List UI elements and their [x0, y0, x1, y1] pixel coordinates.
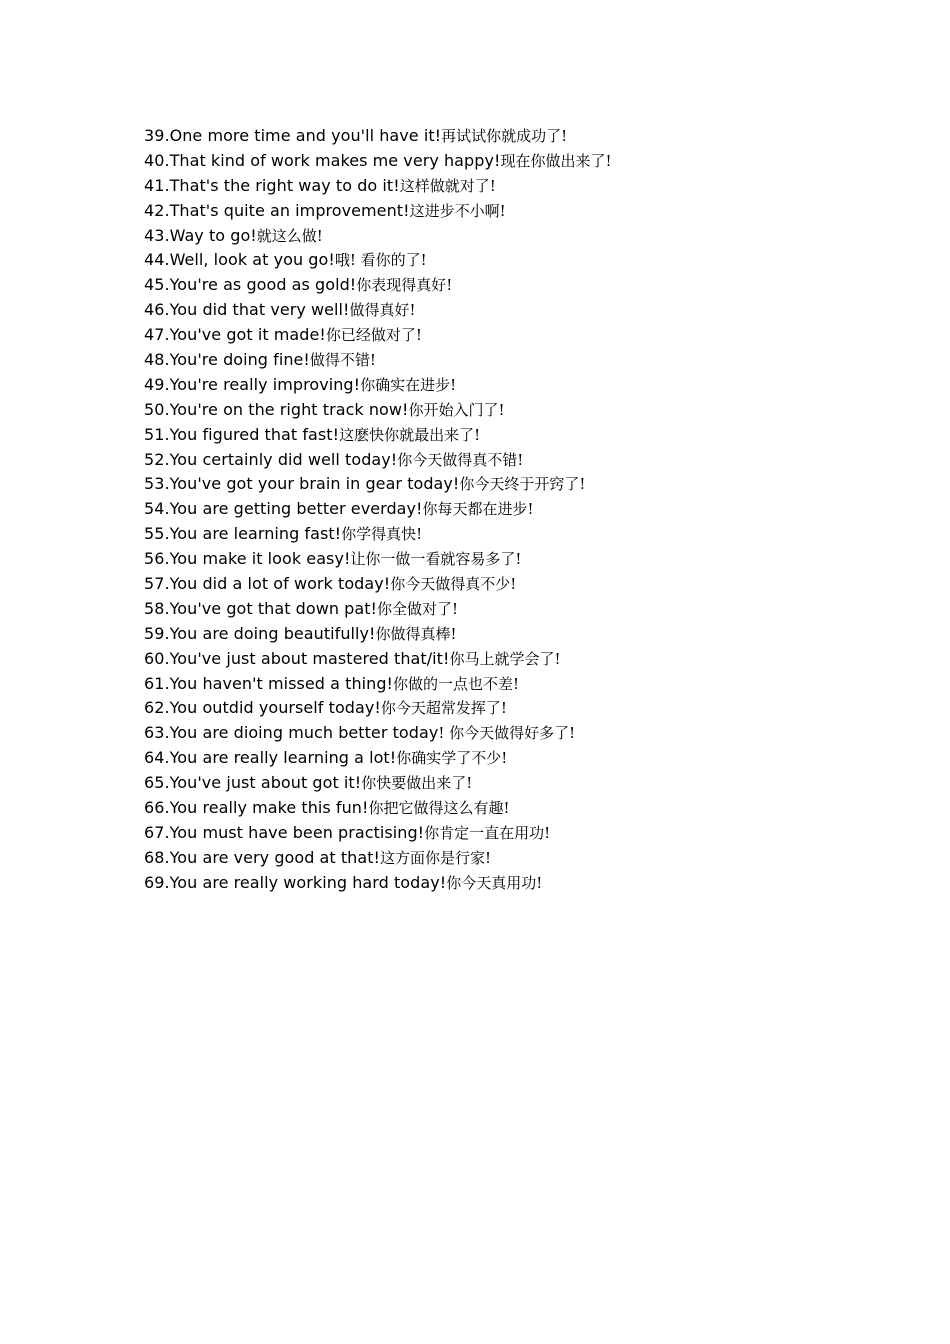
english-phrase: 42.That's quite an improvement!	[144, 200, 410, 220]
chinese-translation: 你马上就学会了!	[449, 649, 561, 668]
chinese-translation: 你学得真快!	[341, 525, 423, 544]
phrase-line-62	[144, 696, 844, 721]
phrase-line-53	[144, 472, 844, 497]
english-phrase: 63.You are dioing much better today	[144, 723, 439, 743]
english-phrase: 48.You're doing fine!	[144, 350, 310, 370]
chinese-translation: 你开始入门了!	[408, 400, 505, 419]
phrase-line-65	[144, 771, 844, 796]
english-phrase: 57.You did a lot of work today!	[144, 574, 391, 594]
chinese-translation: 你快要做出来了!	[361, 774, 473, 793]
phrase-line-44	[144, 248, 844, 273]
chinese-translation: 你全做对了!	[377, 599, 459, 618]
english-phrase: 47.You've got it made!	[144, 325, 326, 345]
english-phrase: 50.You're on the right track now!	[144, 399, 409, 419]
phrase-line-48	[144, 348, 844, 373]
chinese-translation: 哦! 看你的了!	[334, 251, 427, 270]
chinese-translation: 你今天真用功!	[446, 873, 543, 892]
english-phrase: 54.You are getting better everday!	[144, 499, 423, 519]
chinese-translation: 你确实在进步!	[360, 375, 457, 394]
phrase-line-56	[144, 547, 844, 572]
english-phrase: 58.You've got that down pat!	[144, 598, 378, 618]
phrase-line-61	[144, 672, 844, 697]
english-phrase: 66.You really make this fun!	[144, 798, 369, 818]
english-phrase: 60.You've just about mastered that/it!	[144, 648, 450, 668]
phrase-line-39	[144, 124, 844, 149]
phrase-line-41	[144, 174, 844, 199]
chinese-translation: 现在你做出来了!	[500, 151, 612, 170]
english-phrase: 41.That's the right way to do it!	[144, 175, 400, 195]
chinese-translation: 你表现得真好!	[356, 276, 453, 295]
chinese-translation: 你今天超常发挥了!	[380, 699, 507, 718]
phrase-line-63	[144, 721, 844, 746]
phrase-line-59	[144, 622, 844, 647]
english-phrase: 44.Well, look at you go!	[144, 250, 335, 270]
english-phrase: 39.One more time and you'll have it!	[144, 126, 442, 145]
english-phrase: 69.You are really working hard today!	[144, 872, 447, 892]
english-phrase: 45.You're as good as gold!	[144, 275, 357, 295]
english-phrase: 49.You're really improving!	[144, 374, 361, 394]
phrase-line-50	[144, 398, 844, 423]
chinese-translation: 让你一做一看就容易多了!	[350, 550, 522, 569]
phrase-line-64	[144, 746, 844, 771]
phrase-line-66	[144, 796, 844, 821]
phrase-line-45	[144, 273, 844, 298]
phrase-line-60	[144, 647, 844, 672]
chinese-translation: 做得不错!	[309, 351, 376, 370]
phrase-line-69	[144, 871, 844, 896]
chinese-translation: 这进步不小啊!	[409, 201, 506, 220]
chinese-translation: 你把它做得这么有趣!	[368, 799, 510, 818]
phrase-line-42	[144, 199, 844, 224]
phrase-line-57	[144, 572, 844, 597]
english-phrase: 67.You must have been practising!	[144, 822, 425, 842]
phrase-line-46	[144, 298, 844, 323]
english-phrase: 52.You certainly did well today!	[144, 449, 398, 469]
english-phrase: 53.You've got your brain in gear today!	[144, 474, 460, 494]
chinese-translation: ! 你今天做得好多了!	[438, 724, 576, 743]
phrase-line-49	[144, 373, 844, 398]
english-phrase: 62.You outdid yourself today!	[144, 698, 381, 718]
phrase-line-55	[144, 522, 844, 547]
chinese-translation: 你今天终于开窍了!	[459, 475, 586, 494]
chinese-translation: 你做得真棒!	[375, 624, 457, 643]
chinese-translation: 你每天都在进步!	[422, 500, 534, 519]
chinese-translation: 这麽快你就最出来了!	[339, 425, 481, 444]
english-phrase: 46.You did that very well!	[144, 300, 350, 320]
chinese-translation: 你确实学了不少!	[396, 749, 508, 768]
english-phrase: 56.You make it look easy!	[144, 549, 351, 569]
english-phrase: 65.You've just about got it!	[144, 773, 362, 793]
english-phrase: 64.You are really learning a lot!	[144, 748, 397, 768]
phrase-line-43	[144, 224, 844, 249]
english-phrase: 40.That kind of work makes me very happy!	[144, 150, 501, 170]
phrase-line-52	[144, 448, 844, 473]
phrase-line-47	[144, 323, 844, 348]
phrase-line-68	[144, 846, 844, 871]
chinese-translation: 做得真好!	[349, 301, 416, 320]
phrase-line-58	[144, 597, 844, 622]
chinese-translation: 你今天做得真不少!	[390, 575, 517, 594]
phrase-line-40	[144, 149, 844, 174]
chinese-translation: 你已经做对了!	[325, 326, 422, 345]
phrase-line-54	[144, 497, 844, 522]
chinese-translation: 你做的一点也不差!	[393, 674, 520, 693]
english-phrase: 51.You figured that fast!	[144, 424, 340, 444]
phrase-line-67	[144, 821, 844, 846]
english-phrase: 59.You are doing beautifully!	[144, 623, 376, 643]
chinese-translation: 你今天做得真不错!	[397, 450, 524, 469]
phrase-line-51	[144, 423, 844, 448]
chinese-translation: 你肯定一直在用功!	[424, 823, 551, 842]
english-phrase: 55.You are learning fast!	[144, 524, 342, 544]
chinese-translation: 再试试你就成功了!	[441, 127, 568, 145]
phrase-list	[144, 124, 844, 896]
english-phrase: 61.You haven't missed a thing!	[144, 673, 394, 693]
english-phrase: 43.Way to go!	[144, 225, 257, 245]
chinese-translation: 这方面你是行家!	[380, 848, 492, 867]
english-phrase: 68.You are very good at that!	[144, 847, 381, 867]
chinese-translation: 这样做就对了!	[399, 176, 496, 195]
chinese-translation: 就这么做!	[256, 226, 323, 245]
